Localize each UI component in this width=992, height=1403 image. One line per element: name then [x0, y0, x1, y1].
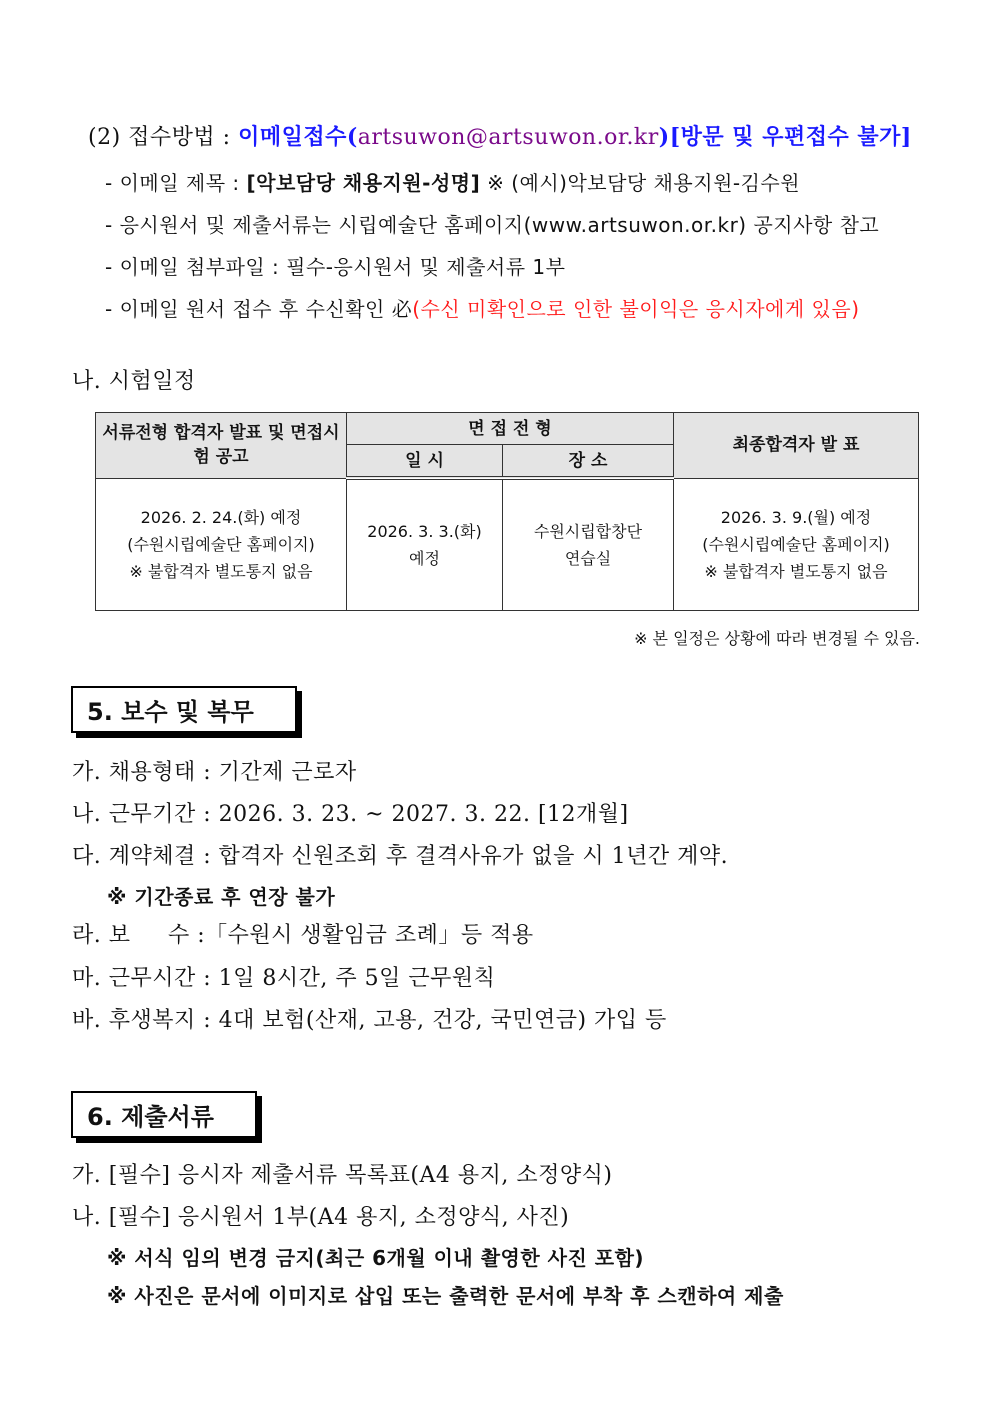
form-note: ※ 서식 임의 변경 금지(최근 6개월 이내 촬영한 사진 포함) [107, 1246, 645, 1270]
email-subject-line [105, 167, 800, 196]
header-place: 장 소 [503, 445, 674, 479]
text: ※ (예시)악보담당 채용지원-김수원 [480, 171, 801, 195]
header-interview: 면 접 전 형 [347, 413, 674, 445]
cell-place [503, 478, 674, 611]
list-item: 가. [필수] 응시자 제출서류 목록표(A4 용지, 소정양식) [72, 1163, 613, 1188]
method-tail: )[방문 및 우편접수 불가] [658, 124, 912, 150]
text: ※ 불합격자 별도통지 없음 [129, 561, 313, 581]
text: - 이메일 원서 접수 후 수신확인 必 [105, 297, 413, 321]
list-item: 라. 보 수 :「수원시 생활임금 조례」등 적용 [72, 923, 534, 948]
list-item: 마. 근무시간 : 1일 8시간, 주 5일 근무원칙 [72, 966, 496, 991]
text: (수원시립예술단 홈페이지) [702, 534, 890, 554]
text: 2026. 3. 3.(화) [367, 522, 482, 541]
text: 2026. 2. 24.(화) 예정 [140, 507, 302, 527]
header-final: 최종합격자 발 표 [674, 413, 919, 479]
text: 예정 [409, 549, 440, 568]
text: ※ 불합격자 별도통지 없음 [704, 561, 888, 581]
text: (수원시립예술단 홈페이지) [127, 534, 315, 554]
email-address[interactable]: artsuwon@artsuwon.or.kr [357, 125, 659, 150]
schedule-heading: 나. 시험일정 [72, 369, 196, 394]
section-5-title: 5. 보수 및 복무 [71, 686, 297, 733]
subject-format: [악보담당 채용지원-성명] [246, 171, 481, 195]
header-doc: 서류전형 합격자 발표 및 면접시험 공고 [96, 413, 347, 479]
method-label: (2) 접수방법 : [88, 125, 239, 150]
list-item: 바. 후생복지 : 4대 보험(산재, 고용, 건강, 국민연금) 가입 등 [72, 1008, 667, 1033]
list-item: 다. 계약체결 : 합격자 신원조회 후 결격사유가 없을 시 1년간 계약. [72, 844, 729, 869]
extension-note: ※ 기간종료 후 연장 불가 [107, 885, 336, 909]
schedule-table [95, 412, 919, 611]
cell-doc [96, 478, 347, 611]
table-row [96, 478, 919, 611]
text: 연습실 [564, 549, 612, 568]
text: 2026. 3. 9.(월) 예정 [720, 507, 872, 527]
warning-text: (수신 미확인으로 인한 불이익은 응시자에게 있음) [412, 297, 860, 321]
list-item: 나. [필수] 응시원서 1부(A4 용지, 소정양식, 사진) [72, 1205, 570, 1230]
text: - 이메일 제목 : [105, 171, 247, 195]
attachment-line: - 이메일 첨부파일 : 필수-응시원서 및 제출서류 1부 [105, 255, 566, 279]
receipt-method [88, 120, 912, 151]
section-6-title: 6. 제출서류 [71, 1091, 257, 1138]
confirm-line [105, 293, 860, 322]
cell-date [347, 478, 503, 611]
list-item: 나. 근무기간 : 2026. 3. 23. ~ 2027. 3. 22. [12개월] [72, 802, 629, 827]
schedule-note: ※ 본 일정은 상황에 따라 변경될 수 있음. [634, 629, 920, 648]
homepage-line: - 응시원서 및 제출서류는 시립예술단 홈페이지(www.artsuwon.or.kr) 공지사항 참고 [105, 213, 880, 237]
cell-final [674, 478, 919, 611]
text: 수원시립합창단 [533, 522, 643, 541]
photo-note: ※ 사진은 문서에 이미지로 삽입 또는 출력한 문서에 부착 후 스캔하여 제출 [107, 1284, 784, 1308]
header-date: 일 시 [347, 445, 503, 479]
list-item: 가. 채용형태 : 기간제 근로자 [72, 760, 357, 785]
method-value: 이메일접수( [238, 124, 358, 150]
